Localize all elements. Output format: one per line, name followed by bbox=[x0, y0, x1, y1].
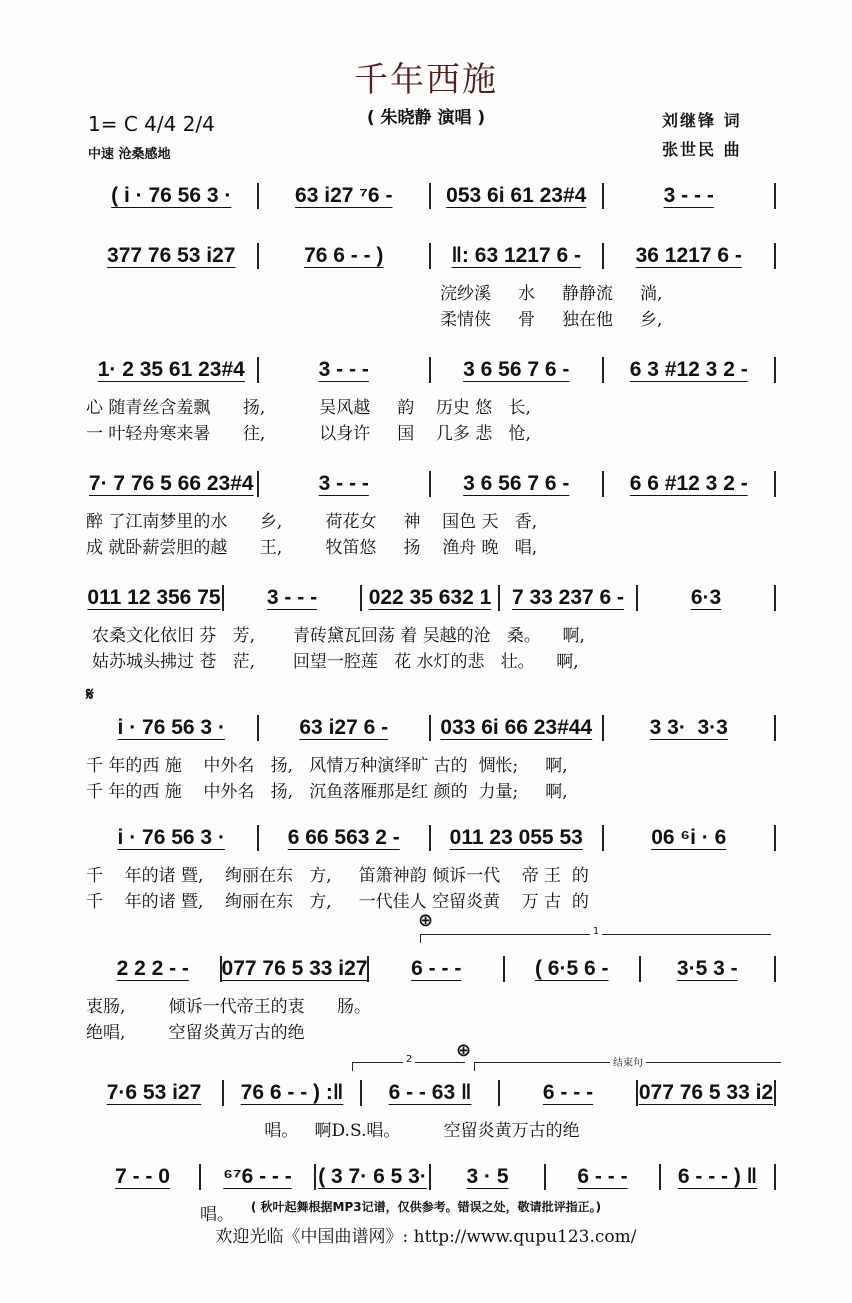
measure: 6 - - - ) ‖ bbox=[677, 1165, 758, 1188]
transcription-note: ( 秋叶起舞根据MP3记谱，仅供参考。错误之处，敬请批评指正。) bbox=[250, 1200, 602, 1214]
measure: 077 76 5 33 i27 bbox=[221, 957, 368, 980]
measure: ⁶⁷6 - - - bbox=[223, 1165, 292, 1188]
measure: ( i · 76 56 3 · bbox=[111, 184, 232, 207]
notation-line bbox=[86, 713, 776, 743]
measure: 6 66 563 2 - bbox=[287, 826, 400, 849]
volta-1-label: 1 bbox=[590, 926, 602, 937]
measure: 7 33 237 6 - bbox=[511, 586, 625, 609]
lyric-line: 一 叶轻舟寒来暑 往, 以身许 国 几多 悲 怆, bbox=[86, 424, 531, 444]
lyric-line: 农桑文化依旧 芬 芳, 青砖黛瓦回荡 着 吴越的沧 桑。 啊, bbox=[92, 626, 585, 646]
notation-line bbox=[86, 823, 776, 853]
measure: 3 6 56 7 6 - bbox=[463, 472, 570, 495]
measure: 053 6i 61 23#4 bbox=[446, 184, 587, 207]
measure: 3 - - - bbox=[266, 586, 318, 609]
measure: ‖: 63 1217 6 - bbox=[451, 244, 582, 267]
barline bbox=[774, 715, 776, 741]
measure: 3·5 3 - bbox=[676, 957, 738, 980]
barline bbox=[774, 1164, 776, 1190]
measure: 011 12 356 75 bbox=[87, 586, 221, 609]
barline bbox=[774, 471, 776, 497]
singer-credit: ( 朱晓静 演唱 ) bbox=[366, 108, 486, 128]
barline bbox=[774, 357, 776, 383]
notation-line bbox=[86, 1162, 776, 1192]
measure: 7 - - 0 bbox=[115, 1165, 170, 1188]
barline bbox=[774, 585, 776, 611]
notation-line bbox=[86, 954, 776, 984]
measure: 022 35 632 1 bbox=[368, 586, 492, 609]
measure: 3 · 5 bbox=[466, 1165, 509, 1188]
measure: 6 6 #12 3 2 - bbox=[629, 472, 748, 495]
measure: 6·3 bbox=[690, 586, 722, 609]
ending-label: 结束句 bbox=[610, 1058, 646, 1069]
measure: 2 2 2 - - bbox=[116, 957, 189, 980]
site-footer: 欢迎光临《中国曲谱网》: http://www.qupu123.com/ bbox=[215, 1227, 637, 1247]
measure: 3 - - - bbox=[663, 184, 714, 207]
coda-sign-2: ⊕ bbox=[456, 1040, 472, 1061]
measure: 3 6 56 7 6 - bbox=[463, 358, 570, 381]
measure: 377 76 53 i27 bbox=[107, 244, 236, 267]
notation-line bbox=[86, 583, 776, 613]
lyric-line: 绝唱, 空留炎黄万古的绝 bbox=[86, 1023, 305, 1043]
lyric-line: 成 就卧薪尝胆的越 王, 牧笛悠 扬 渔舟 晚 唱, bbox=[86, 538, 538, 558]
lyricist-credit: 刘继锋 词 bbox=[662, 111, 742, 130]
lyric-line: 唱。 bbox=[200, 1205, 234, 1225]
measure: ( 3 7· 6 5 3· bbox=[318, 1165, 427, 1188]
lyric-line: 唱。 啊D.S.唱。 空留炎黄万古的绝 bbox=[86, 1121, 580, 1141]
song-title: 千年西施 bbox=[354, 60, 498, 100]
measure: 76 6 - - ) bbox=[304, 244, 384, 267]
measure: 3 3· 3·3 bbox=[649, 716, 728, 739]
lyric-line: 醉 了江南梦里的水 乡, 荷花女 神 国色 天 香, bbox=[86, 512, 538, 532]
key-signature: 1= C 4/4 2/4 bbox=[88, 112, 215, 136]
measure: 3 - - - bbox=[318, 358, 369, 381]
measure: ( 6·5 6 - bbox=[534, 957, 609, 980]
measure: 76 6 - - ) :‖ bbox=[240, 1081, 344, 1104]
lyric-line: 千 年的西 施 中外名 扬, 沉鱼落雁那是红 颜的 力量; 啊, bbox=[86, 782, 568, 802]
measure: 7· 7 76 5 66 23#4 bbox=[88, 472, 254, 495]
notation-line bbox=[86, 241, 776, 271]
lyric-line: 浣纱溪 水 静静流 淌, bbox=[440, 284, 663, 304]
measure: 36 1217 6 - bbox=[635, 244, 742, 267]
lyric-line: 姑苏城头拂过 苍 茫, 回望一腔莲 花 水灯的悲 壮。 啊, bbox=[92, 652, 579, 672]
lyric-line: 心 随青丝含羞飘 扬, 吴风越 韵 历史 悠 长, bbox=[86, 398, 531, 418]
lyric-line: 衷肠, 倾诉一代帝王的衷 肠。 bbox=[86, 997, 372, 1017]
barline bbox=[774, 825, 776, 851]
measure: i · 76 56 3 · bbox=[117, 826, 225, 849]
measure: 7·6 53 i27 bbox=[106, 1081, 202, 1104]
lyric-line: 千 年的诸 暨, 绚丽在东 方, 一代佳人 空留炎黄 万 古 的 bbox=[86, 892, 589, 912]
segno-sign: 𝄋 bbox=[86, 684, 94, 705]
notation-line bbox=[86, 355, 776, 385]
measure: 033 6i 66 23#44 bbox=[440, 716, 593, 739]
measure: 06 ⁶i · 6 bbox=[651, 826, 727, 849]
measure: 6 - - - bbox=[577, 1165, 628, 1188]
volta-1-bracket bbox=[420, 926, 771, 943]
coda-sign: ⊕ bbox=[418, 910, 434, 931]
measure: 63 i27 ⁷6 - bbox=[295, 184, 393, 207]
barline bbox=[774, 956, 776, 982]
barline bbox=[774, 183, 776, 209]
volta-2-label: 2 bbox=[403, 1054, 415, 1065]
composer-credit: 张世民 曲 bbox=[662, 140, 742, 159]
barline bbox=[774, 243, 776, 269]
notation-line bbox=[86, 469, 776, 499]
measure: 3 - - - bbox=[318, 472, 369, 495]
measure: 63 i27 6 - bbox=[299, 716, 389, 739]
measure: i · 76 56 3 · bbox=[117, 716, 225, 739]
notation-line bbox=[86, 181, 776, 211]
ending-bracket bbox=[474, 1058, 781, 1071]
measure: 6 - - 63 ‖ bbox=[388, 1081, 472, 1104]
measure: 077 76 5 33 i2 bbox=[638, 1081, 774, 1104]
lyric-line: 千 年的西 施 中外名 扬, 风情万种演绎旷 古的 惆怅; 啊, bbox=[86, 756, 568, 776]
measure: 1· 2 35 61 23#4 bbox=[97, 358, 245, 381]
lyric-line: 柔情侠 骨 独在他 乡, bbox=[440, 310, 663, 330]
volta-2-bracket bbox=[352, 1054, 465, 1071]
measure: 011 23 055 53 bbox=[449, 826, 583, 849]
notation-line bbox=[86, 1078, 776, 1108]
measure: 6 - - - bbox=[542, 1081, 594, 1104]
tempo-marking: 中速 沧桑感地 bbox=[88, 147, 171, 162]
measure: 6 3 #12 3 2 - bbox=[629, 358, 748, 381]
barline bbox=[774, 1080, 776, 1106]
lyric-line: 千 年的诸 暨, 绚丽在东 方, 笛箫神韵 倾诉一代 帝 王 的 bbox=[86, 866, 589, 886]
measure: 6 - - - bbox=[411, 957, 462, 980]
